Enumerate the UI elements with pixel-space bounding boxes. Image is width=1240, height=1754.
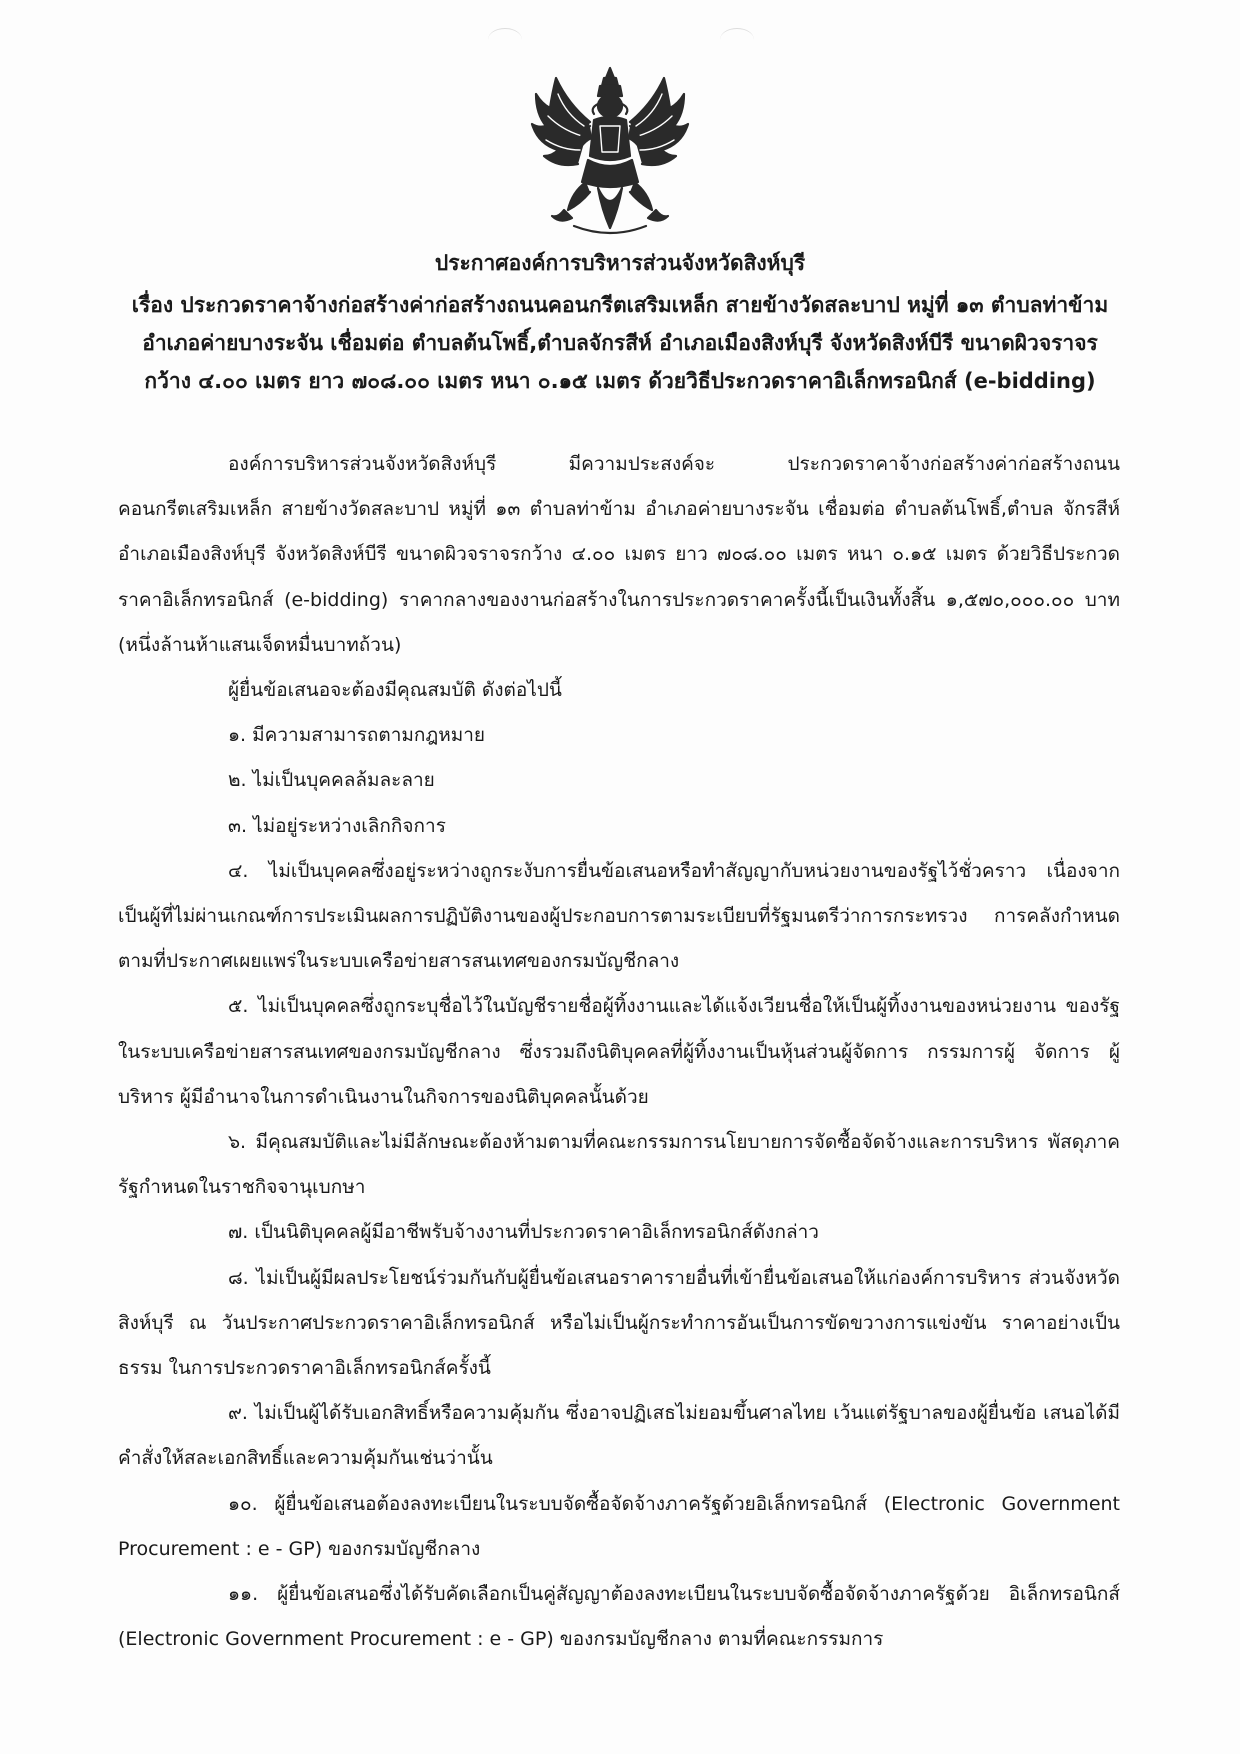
qualification-item: ๙. ไม่เป็นผู้ได้รับเอกสิทธิ์หรือความคุ้มกัน ซึ่งอาจปฏิเสธไม่ยอมขึ้นศาลไทย เว้นแต่รัฐบาลของผู้ยื่นข้อ เสนอได้มีคำสั่งให้สละเอกสิทธิ์และความคุ้มกันเช่นว่านั้น [118,1402,1120,1470]
subject-line: กว้าง ๔.๐๐ เมตร ยาว ๗๐๘.๐๐ เมตร หนา ๐.๑๕ เมตร ด้วยวิธีประกวดราคาอิเล็กทรอนิกส์ (e-bidding) [144,369,1096,393]
intro-paragraph: องค์การบริหารส่วนจังหวัดสิงห์บุรี มีความประสงค์จะ ประกวดราคาจ้างก่อสร้างค่าก่อสร้างถนน คอนกรีตเสริมเหล็ก สายข้างวัดสละบาป หมู่ที่ ๑๓ ตำบลท่าข้าม อำเภอค่ายบางระจัน เชื่อมต่อ ตำบลต้นโพธิ์,ตำบล จักรสีห์ อำเภอเมืองสิงห์บุรี จังหวัดสิงห์บีรี ขนาดผิวจราจรกว้าง ๔.๐๐ เมตร ยาว ๗๐๘.๐๐ เมตร หนา ๐.๑๕ เมตร ด้วยวิธีประกวดราคาอิเล็กทรอนิกส์ (e-bidding) ราคากลางของงานก่อสร้างในการประกวดราคาครั้งนี้เป็นเงินทั้งสิ้น ๑,๕๗๐,๐๐๐.๐๐ บาท (หนึ่งล้านห้าแสนเจ็ดหมื่นบาทถ้วน) [118,453,1120,656]
qualification-item: ๓. ไม่อยู่ระหว่างเลิกกิจการ [228,814,446,837]
qualification-item: ๖. มีคุณสมบัติและไม่มีลักษณะต้องห้ามตามที่คณะกรรมการนโยบายการจัดซื้อจัดจ้างและการบริหาร พัสดุภาครัฐกำหนดในราชกิจจานุเบกษา [118,1131,1120,1199]
scan-mark [488,28,522,51]
qualification-item: ๑๐. ผู้ยื่นข้อเสนอต้องลงทะเบียนในระบบจัดซื้อจัดจ้างภาครัฐด้วยอิเล็กทรอนิกส์ (Electronic Government Procurement : e - GP) ของกรมบัญชีกลาง [118,1492,1120,1560]
scan-mark [720,28,754,51]
subject-line: อำเภอค่ายบางระจัน เชื่อมต่อ ตำบลต้นโพธิ์,ตำบลจักรสีห์ อำเภอเมืองสิงห์บุรี จังหวัดสิงห์บีรี ขนาดผิวจราจร [142,331,1098,355]
subject-line: เรื่อง ประกวดราคาจ้างก่อสร้างค่าก่อสร้างถนนคอนกรีตเสริมเหล็ก สายข้างวัดสละบาป หมู่ที่ ๑๓ ตำบลท่าข้าม [131,293,1109,317]
qualification-item: ๘. ไม่เป็นผู้มีผลประโยชน์ร่วมกันกับผู้ยื่นข้อเสนอราคารายอื่นที่เข้ายื่นข้อเสนอให้แก่องค์การบริหาร ส่วนจังหวัดสิงห์บุรี ณ วันประกาศประกวดราคาอิเล็กทรอนิกส์ หรือไม่เป็นผู้กระทำการอันเป็นการขัดขวางการแข่งขัน ราคาอย่างเป็นธรรม ในการประกวดราคาอิเล็กทรอนิกส์ครั้งนี้ [118,1266,1120,1380]
qualification-item: ๑๑. ผู้ยื่นข้อเสนอซึ่งได้รับคัดเลือกเป็นคู่สัญญาต้องลงทะเบียนในระบบจัดซื้อจัดจ้างภาครัฐด้วย อิเล็กทรอนิกส์ (Electronic Government Procurement : e - GP) ของกรมบัญชีกลาง ตามที่คณะกรรมการ [118,1583,1120,1651]
qualification-item: ๑. มีความสามารถตามกฎหมาย [228,724,486,747]
qualification-item: ๕. ไม่เป็นบุคคลซึ่งถูกระบุชื่อไว้ในบัญชีรายชื่อผู้ทิ้งงานและได้แจ้งเวียนชื่อให้เป็นผู้ทิ้งงานของหน่วยงาน ของรัฐในระบบเครือข่ายสารสนเทศของกรมบัญชีกลาง ซึ่งรวมถึงนิติบุคคลที่ผู้ทิ้งงานเป็นหุ้นส่วนผู้จัดการ กรรมการผู้ จัดการ ผู้บริหาร ผู้มีอำนาจในการดำเนินงานในกิจการของนิติบุคคลนั้นด้วย [118,995,1120,1108]
announcement-body [118,442,1120,1662]
garuda-emblem-icon [528,64,692,240]
qualifications-heading: ผู้ยื่นข้อเสนอจะต้องมีคุณสมบัติ ดังต่อไปนี้ [228,679,562,702]
announcement-title: ประกาศองค์การบริหารส่วนจังหวัดสิงห์บุรี [434,251,806,275]
qualification-item: ๔. ไม่เป็นบุคคลซึ่งอยู่ระหว่างถูกระงับการยื่นข้อเสนอหรือทำสัญญากับหน่วยงานของรัฐไว้ชั่วคราว เนื่องจากเป็นผู้ที่ไม่ผ่านเกณฑ์การประเมินผลการปฏิบัติงานของผู้ประกอบการตามระเบียบที่รัฐมนตรีว่าการกระทรวง การคลังกำหนดตามที่ประกาศเผยแพร่ในระบบเครือข่ายสารสนเทศของกรมบัญชีกลาง [118,859,1120,973]
qualification-item: ๗. เป็นนิติบุคคลผู้มีอาชีพรับจ้างงานที่ประกวดราคาอิเล็กทรอนิกส์ดังกล่าว [228,1221,819,1244]
announcement-subject [100,286,1140,400]
qualification-item: ๒. ไม่เป็นบุคคลล้มละลาย [228,769,435,792]
